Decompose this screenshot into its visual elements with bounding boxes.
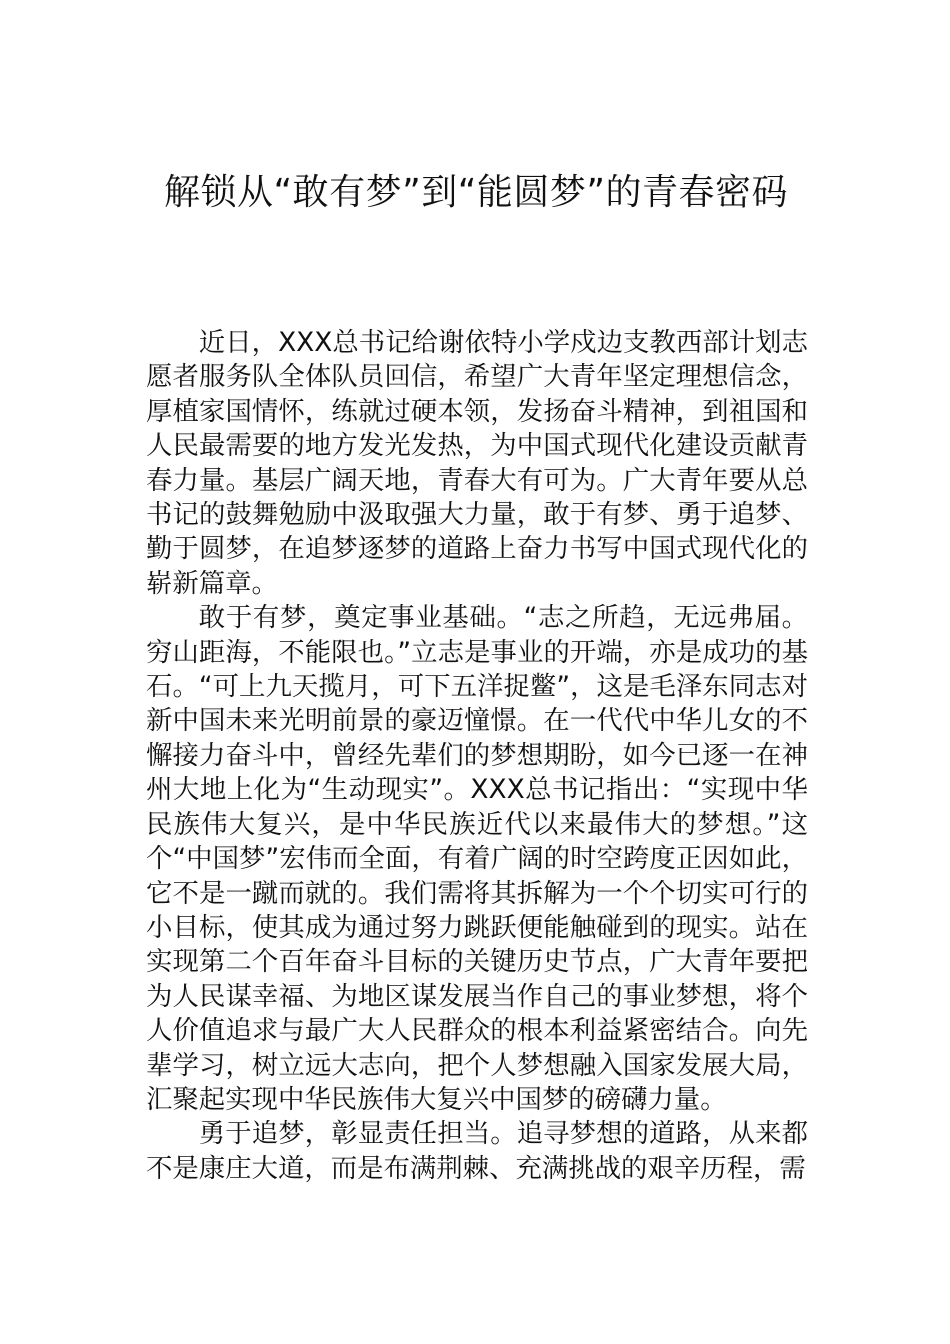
document-body (146, 326, 808, 1186)
paragraph-3: 勇于追梦，彰显责任担当。追寻梦想的道路，从来都不是康庄大道，而是布满荆棘、充满挑战的艰辛历程，需 (146, 1118, 808, 1184)
paragraph-2: 敢于有梦，奠定事业基础。“志之所趋，无远弗届。穷山距海，不能限也。”立志是事业的开端，亦是成功的基石。“可上九天揽月，可下五洋捉鳖”，这是毛泽东同志对新中国未来光明前景的豪迈憧憬。在一代代中华儿女的不懈接力奋斗中，曾经先辈们的梦想期盼，如今已逐一在神州大地上化为“生动现实”。XXX总书记指出：“实现中华民族伟大复兴，是中华民族近代以来最伟大的梦想。”这个“中国梦”宏伟而全面，有着广阔的时空跨度正因如此，它不是一蹴而就的。我们需将其拆解为一个个切实可行的小目标，使其成为通过努力跳跃便能触碰到的现实。站在实现第二个百年奋斗目标的关键历史节点，广大青年要把为人民谋幸福、为地区谋发展当作自己的事业梦想，将个人价值追求与最广大人民群众的根本利益紧密结合。向先辈学习，树立远大志向，把个人梦想融入国家发展大局，汇聚起实现中华民族伟大复兴中国梦的磅礴力量。 (146, 602, 808, 1115)
document-title: 解锁从“敢有梦”到“能圆梦”的青春密码 (163, 172, 789, 213)
paragraph-1: 近日，XXX总书记给谢依特小学戍边支教西部计划志愿者服务队全体队员回信，希望广大青年坚定理想信念，厚植家国情怀，练就过硬本领，发扬奋斗精神，到祖国和人民最需要的地方发光发热，为中国式现代化建设贡献青春力量。基层广阔天地，青春大有可为。广大青年要从总书记的鼓舞勉励中汲取强大力量，敢于有梦、勇于追梦、勤于圆梦，在追梦逐梦的道路上奋力书写中国式现代化的崭新篇章。 (146, 327, 808, 599)
